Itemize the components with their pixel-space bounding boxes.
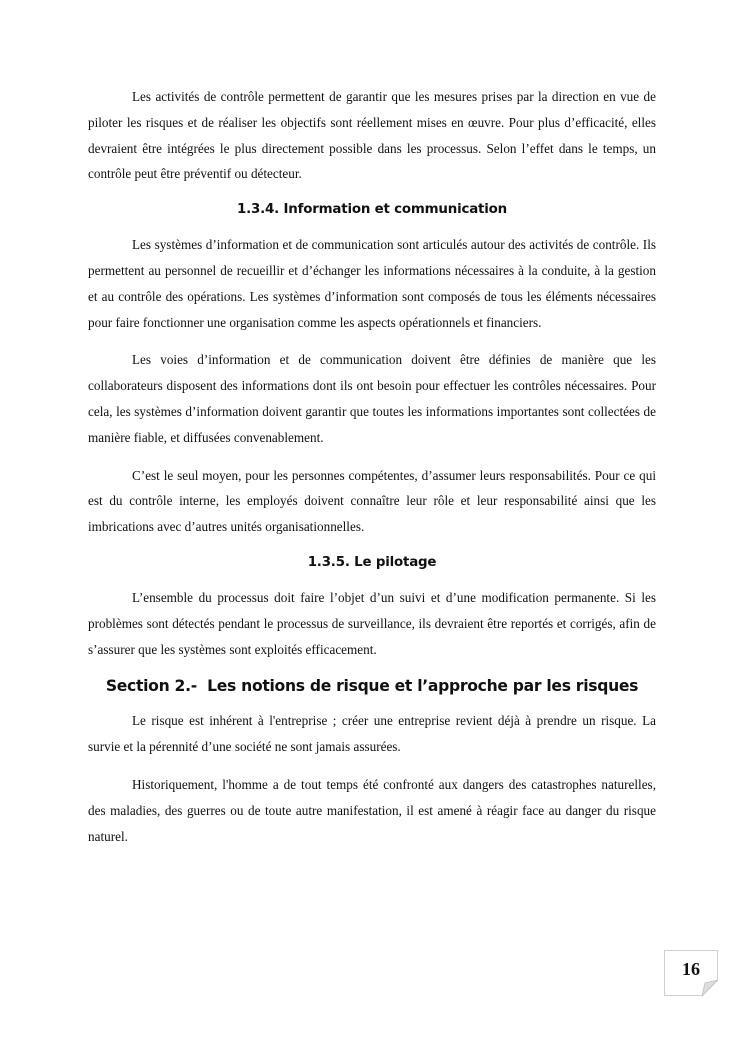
paragraph-voies-information: Les voies d’information et de communication doivent être définies de manière que les collaborateurs disposent des informations dont ils ont besoin pour effectuer les contrôles nécessaires. Pour cela, les systèmes d’information doivent garantir que toutes les informations importantes sont collectées de manière fiable, et diffusées convenablement. [88, 352, 656, 445]
page-number: 16 [682, 959, 700, 979]
paragraph-seul-moyen: C’est le seul moyen, pour les personnes compétentes, d’assumer leurs responsabilités. Pour ce qui est du contrôle interne, les employés doivent connaître leur rôle et leur responsabilité ainsi que les imbrications avec d’autres unités organisationnelles. [88, 467, 656, 535]
paragraph-historiquement: Historiquement, l'homme a de tout temps été confronté aux dangers des catastrophes naturelles, des maladies, des guerres ou de toute autre manifestation, il est amené à réagir face au danger du risque naturel. [88, 776, 656, 844]
paragraph-risque-inherent: Le risque est inhérent à l'entreprise ; créer une entreprise revient déjà à prendre un risque. La survie et la pérennité d’une société ne sont jamais assurées. [88, 713, 656, 755]
paragraph-controle-activities: Les activités de contrôle permettent de garantir que les mesures prises par la direction en vue de piloter les risques et de réaliser les objectifs sont réellement mises en œuvre. Pour plus d’efficacité, elles devraient être intégrées le plus directement possible dans les processus. Selon l’effet dans le temps, un contrôle peut être préventif ou détecteur. [88, 89, 656, 182]
page-curl-icon [702, 980, 718, 996]
document-body [88, 84, 656, 861]
heading-information-communication: 1.3.4. Information et communication [237, 202, 507, 218]
heading-pilotage: 1.3.5. Le pilotage [307, 554, 437, 570]
page-number-box [664, 950, 718, 996]
paragraph-systemes-information: Les systèmes d’information et de communication sont articulés autour des activités de contrôle. Ils permettent au personnel de recueillir et d’échanger les informations nécessaires à la conduite, à la gestion et au contrôle des opérations. Les systèmes d’information sont composés de tous les éléments nécessaires pour faire fonctionner une organisation comme les aspects opérationnels et financiers. [88, 237, 656, 330]
paragraph-ensemble-processus: L’ensemble du processus doit faire l’objet d’un suivi et d’une modification permanente. Si les problèmes sont détectés pendant le processus de surveillance, ils devraient être reportés et corrigés, afin de s’assurer que les systèmes sont exploités efficacement. [88, 589, 656, 657]
heading-section-2: Section 2.- Les notions de risque et l’approche par les risques [105, 677, 639, 696]
